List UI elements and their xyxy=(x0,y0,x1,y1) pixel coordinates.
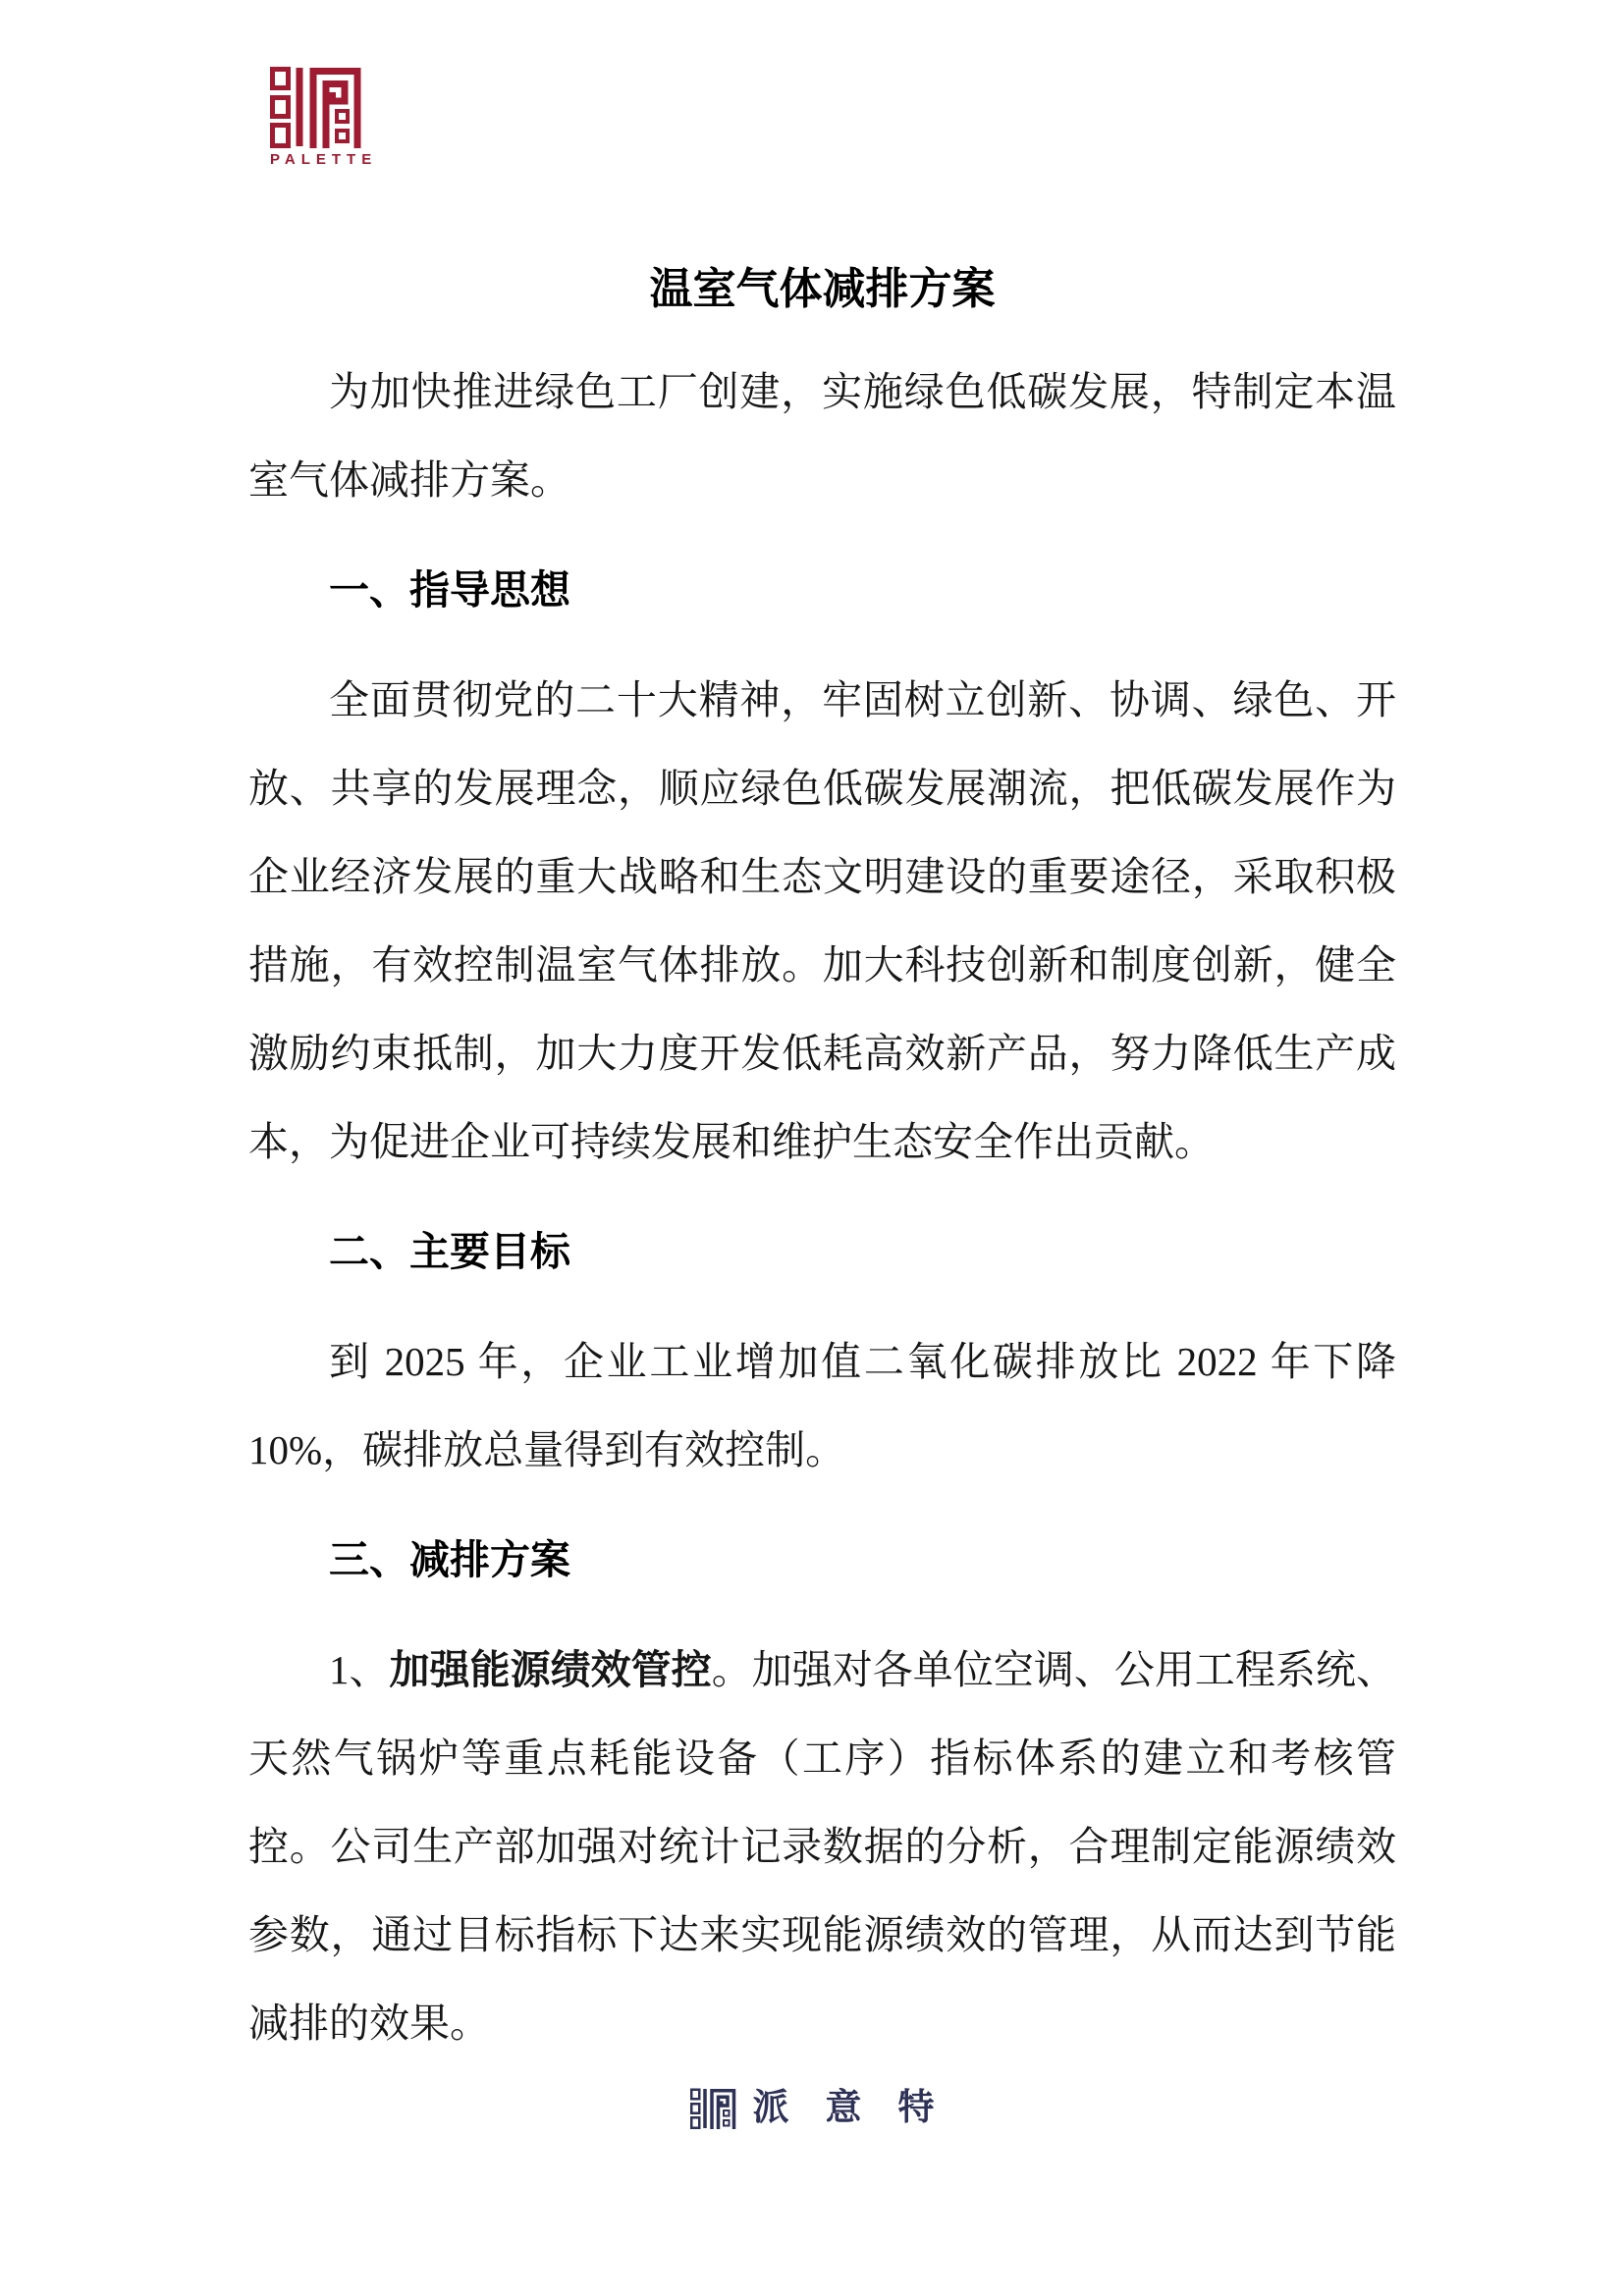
section-1-paragraph: 全面贯彻党的二十大精神，牢固树立创新、协调、绿色、开放、共享的发展理念，顺应绿色低碳发展潮流，把低碳发展作为企业经济发展的重大战略和生态文明建设的重要途径，采取积极措施，有效控制温室气体排放。加大科技创新和制度创新，健全激励约束抵制，加大力度开发低耗高效新产品，努力降低生产成本，为促进企业可持续发展和维护生态安全作出贡献。 xyxy=(248,677,1396,1164)
paiyite-brand-text: 派意特 xyxy=(752,2087,971,2127)
footer-brand-logo xyxy=(0,2085,1624,2130)
item-number: 1、 xyxy=(329,1647,390,1692)
palette-logo-mark-icon xyxy=(270,62,364,148)
item-title: 加强能源绩效管控 xyxy=(389,1647,712,1692)
palette-brand-text: PALETTE xyxy=(270,151,378,168)
intro-paragraph: 为加快推进绿色工厂创建，实施绿色低碳发展，特制定本温室气体减排方案。 xyxy=(248,369,1396,503)
section-2-paragraph: 到 2025 年，企业工业增加值二氧化碳排放比 2022 年下降 10%，碳排放总量得到有效控制。 xyxy=(248,1339,1396,1472)
section-heading-3: 三、减排方案 xyxy=(329,1537,570,1582)
document-title: 温室气体减排方案 xyxy=(649,265,996,313)
section-3-item-1 xyxy=(248,1626,1396,2067)
header-brand-logo xyxy=(270,62,378,168)
section-heading-2: 二、主要目标 xyxy=(329,1229,570,1274)
section-heading-1: 一、指导思想 xyxy=(329,567,570,613)
item-body: 。加强对各单位空调、公用工程系统、天然气锅炉等重点耗能设备（工序）指标体系的建立和考核管控。公司生产部加强对统计记录数据的分析，合理制定能源绩效参数，通过目标指标下达来实现能源绩效的管理，从而达到节能减排的效果。 xyxy=(248,1647,1397,2046)
document-body xyxy=(248,347,1396,2067)
paiyite-logo-mark-icon xyxy=(690,2086,737,2129)
